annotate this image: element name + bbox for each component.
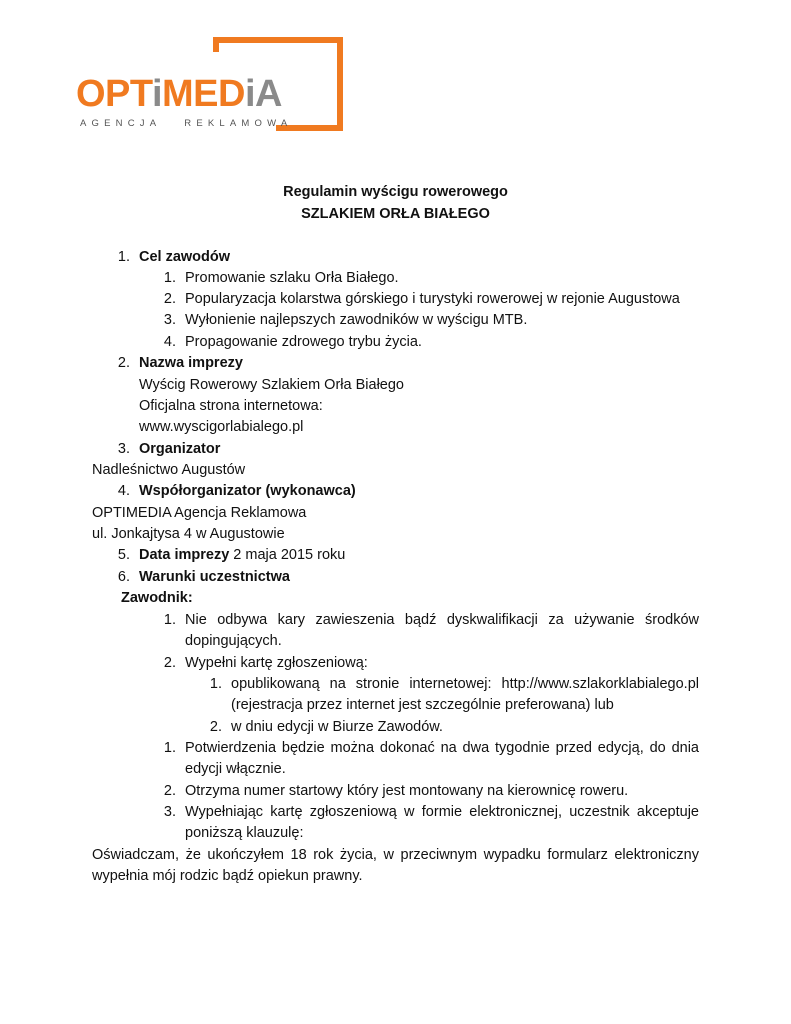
section-number: 6.: [117, 569, 130, 585]
website-label: Oficjalna strona internetowa:: [139, 398, 323, 414]
list-item-continuation: poniższą klauzulę:: [185, 825, 304, 841]
logo-word-opt: OPT: [76, 73, 152, 115]
section-number: 5.: [117, 547, 130, 563]
document-subtitle: SZLAKIEM ORŁA BIAŁEGO: [301, 206, 490, 222]
optimedia-logo: [76, 36, 346, 132]
section-heading: Współorganizator (wykonawca): [139, 483, 356, 499]
section-heading: Data imprezy: [139, 547, 230, 563]
list-item-number: 1.: [209, 676, 222, 692]
list-item-number: 1.: [163, 612, 176, 628]
coorganizer-address: ul. Jonkajtysa 4 w Augustowie: [92, 526, 285, 542]
list-item: Propagowanie zdrowego trybu życia.: [185, 334, 422, 350]
list-item-number: 2.: [163, 783, 176, 799]
list-item: Otrzyma numer startowy który jest montowany na kierownicę roweru.: [185, 783, 629, 799]
list-item-continuation: (rejestracja przez internet jest szczególnie preferowana) lub: [231, 697, 614, 713]
section-heading: Organizator: [139, 441, 221, 457]
section-number: 1.: [117, 249, 130, 265]
list-item: w dniu edycji w Biurze Zawodów.: [231, 719, 443, 735]
list-item: Popularyzacja kolarstwa górskiego i turystyki rowerowej w rejonie Augustowa: [185, 291, 680, 307]
section-heading: Cel zawodów: [139, 249, 231, 265]
document-title: Regulamin wyścigu rowerowego: [283, 184, 508, 200]
event-date: 2 maja 2015 roku: [233, 547, 346, 563]
list-item: Wypełniając kartę zgłoszeniową w formie elektronicznej, uczestnik akceptuje: [185, 804, 699, 820]
list-item: Nie odbywa kary zawieszenia bądź dyskwalifikacji za używanie środków: [185, 612, 699, 628]
section-number: 3.: [117, 441, 130, 457]
list-item-number: 2.: [163, 291, 176, 307]
closing-statement: Oświadczam, że ukończyłem 18 rok życia, w przeciwnym wypadku formularz elektroniczny: [92, 847, 699, 863]
list-item-number: 1.: [163, 270, 176, 286]
website-url: www.wyscigorlabialego.pl: [139, 419, 304, 435]
list-item-number: 1.: [163, 740, 176, 756]
logo-word-ia: iA: [244, 73, 282, 115]
logo-letter-i: i: [151, 73, 162, 115]
subheading-competitor: Zawodnik:: [121, 590, 193, 606]
list-item-number: 3.: [163, 312, 176, 328]
list-item-number: 2.: [163, 655, 176, 671]
list-item: Wypełni kartę zgłoszeniową:: [185, 655, 368, 671]
list-item: Potwierdzenia będzie można dokonać na dwa tygodnie przed edycją, do dnia: [185, 740, 699, 756]
section-number: 4.: [117, 483, 130, 499]
list-item-number: 3.: [163, 804, 176, 820]
list-item-continuation: dopingujących.: [185, 633, 282, 649]
list-item-number: 4.: [163, 334, 176, 350]
section-number: 2.: [117, 355, 130, 371]
organizer-name: Nadleśnictwo Augustów: [92, 462, 246, 478]
closing-statement-continuation: wypełnia mój rodzic bądź opiekun prawny.: [92, 868, 363, 884]
section-heading: Warunki uczestnictwa: [139, 569, 290, 585]
svg-text:OPTiMEDiA: [76, 73, 282, 115]
section-heading: Nazwa imprezy: [139, 355, 243, 371]
list-item-number: 2.: [209, 719, 222, 735]
logo-tagline: AGENCJA REKLAMOWA: [80, 118, 293, 129]
list-item: opublikowaną na stronie internetowej: http://www.szlakorklabialego.pl: [231, 676, 699, 692]
logo-word-med: MED: [162, 73, 245, 115]
list-item: Wyłonienie najlepszych zawodników w wyścigu MTB.: [185, 312, 528, 328]
event-name: Wyścig Rowerowy Szlakiem Orła Białego: [139, 377, 404, 393]
coorganizer-name: OPTIMEDIA Agencja Reklamowa: [92, 505, 307, 521]
list-item-continuation: edycji włącznie.: [185, 761, 286, 777]
list-item: Promowanie szlaku Orła Białego.: [185, 270, 399, 286]
